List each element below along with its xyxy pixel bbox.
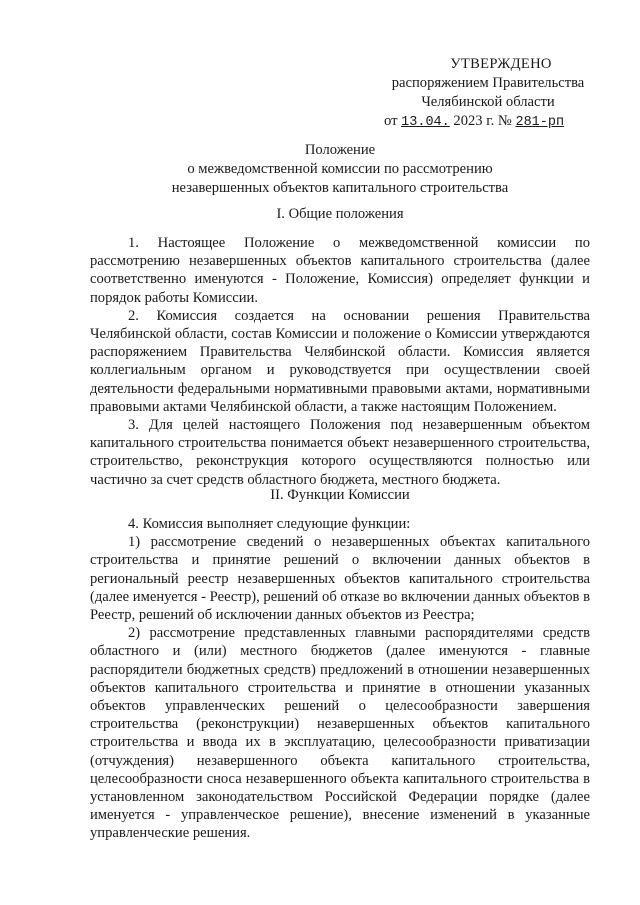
paragraph-1: 1. Настоящее Положение о межведомственной комиссии по рассмотрению незавершенных объектов капитального строительства (далее соответственно именуются - Положение, Комиссия) определяет функции и порядок работы Комиссии. — [90, 235, 590, 306]
section-2-heading: II. Функции Комиссии — [270, 487, 410, 503]
approval-line-2: Челябинской области — [421, 94, 555, 110]
approval-prefix: от — [384, 113, 398, 129]
paragraph-6: 2) рассмотрение представленных главными распорядителями средств областного и (или) местного бюджетов (далее именуются - главные распорядители бюджетных средств) предложений в отношении незавершенных объектов капитального строительства и принятие в отношении указанных объектов управленческих решений о целесообразности завершения строительства (реконструкции) незавершенных объектов капитального строительства и ввода их в эксплуатацию, целесообразности приватизации (отчуждения) незавершенного объекта капитального строительства, целесообразности сноса незавершенного объекта капитального строительства в установленном законодательством Российской Федерации порядке (далее именуется - управленческое решение), внесение изменений в указанные управленческие решения. — [90, 625, 590, 842]
section-1-heading: I. Общие положения — [276, 206, 404, 222]
approval-line-1: распоряжением Правительства — [391, 75, 585, 91]
section-1-body — [90, 234, 590, 489]
approval-stamp — [378, 55, 598, 132]
paragraph-2: 2. Комиссия создается на основании решения Правительства Челябинской области, состав Комиссии и положение о Комиссии утверждаются распоряжением Правительства Челябинской области. Комиссия является коллегиальным органом и руководствуется при осуществлении своей деятельности федеральными нормативными правовыми актами, нормативными правовыми актами Челябинской области, а также настоящим Положением. — [90, 307, 590, 415]
title-line-3: незавершенных объектов капитального строительства — [171, 180, 509, 196]
title-line-2: о межведомственной комиссии по рассмотрению — [187, 161, 493, 177]
paragraph-5: 1) рассмотрение сведений о незавершенных объектах капитального строительства и принятие решений о включении данных объектов в региональный реестр незавершенных объектов капитального строительства (далее именуется - Реестр), решений об отказе во включении данных объектов в Реестр, решений об исключении данных объектов из Реестра; — [90, 534, 590, 624]
paragraph-3: 3. Для целей настоящего Положения под незавершенным объектом капитального строительства понимается объект незавершенного строительства, строительство, реконструкция которого осуществляются полностью или частично за счет средств областного бюджета, местного бюджета. — [90, 417, 590, 488]
approval-year: 2023 г. № — [453, 113, 512, 129]
approval-number: 281-рп — [515, 115, 565, 130]
approval-approved-label: УТВЕРЖДЕНО — [450, 56, 552, 72]
approval-date-line — [384, 112, 598, 132]
paragraph-4: 4. Комиссия выполняет следующие функции: — [128, 516, 411, 532]
title-line-1: Положение — [304, 142, 376, 158]
document-title — [90, 141, 590, 198]
section-2-body — [90, 515, 590, 843]
approval-date: 13.04. — [401, 115, 450, 130]
